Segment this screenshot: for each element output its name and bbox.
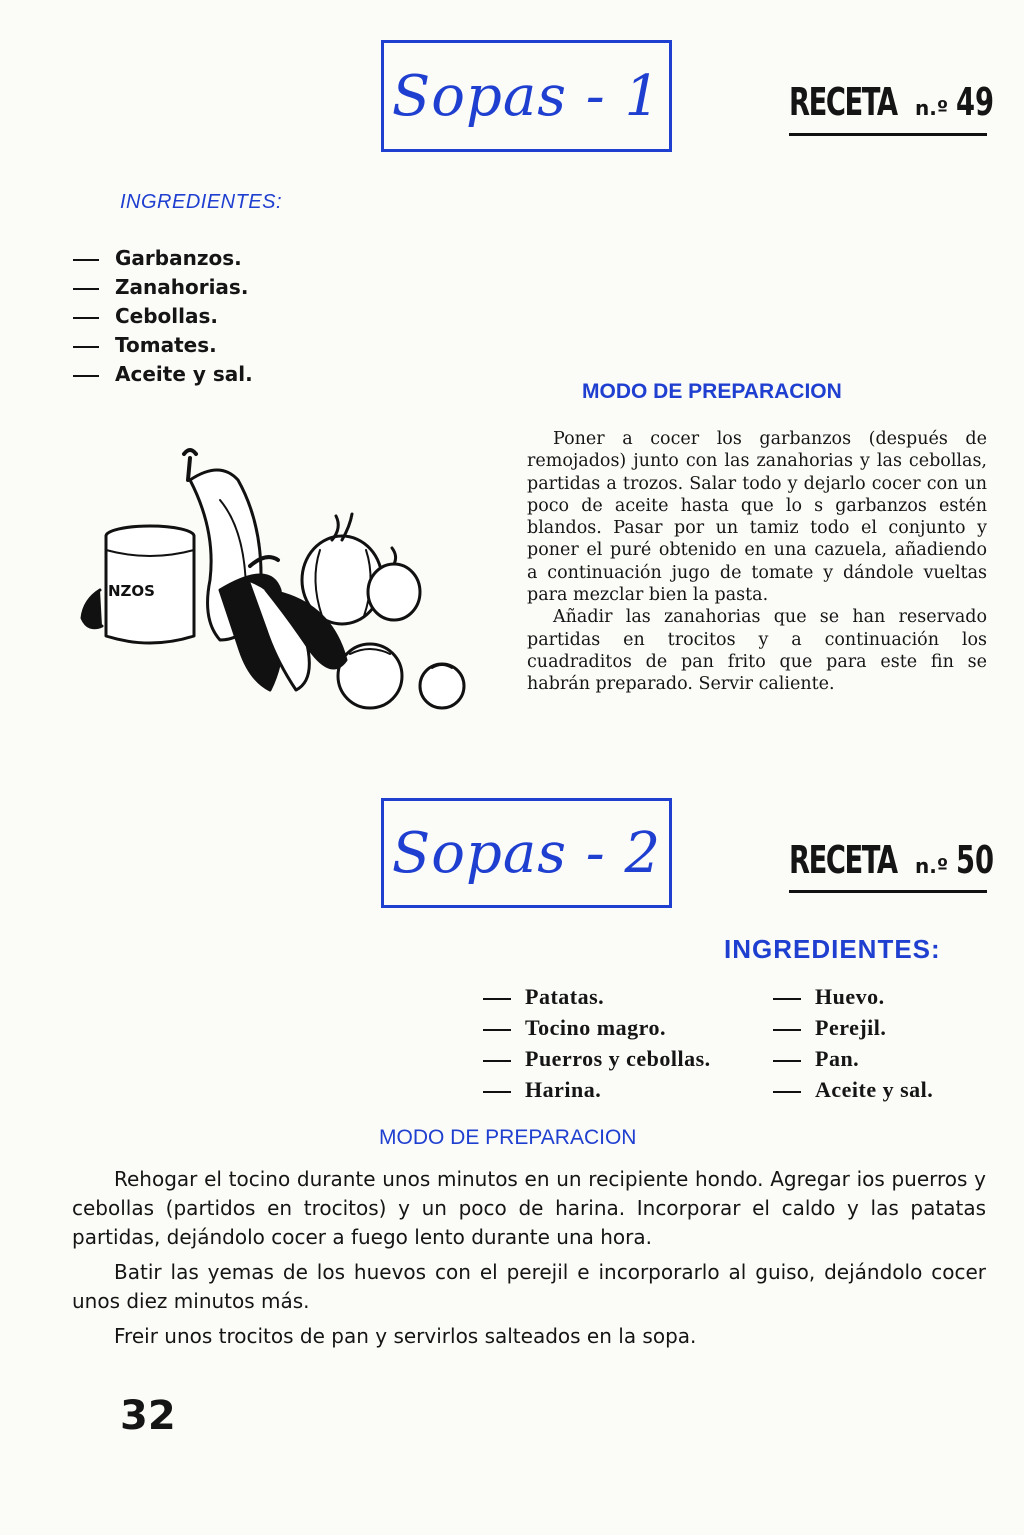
can-label: NZOS: [108, 582, 155, 600]
vegetables-illustration: [70, 440, 490, 720]
recipe1-preparation-heading: MODO DE PREPARACION: [582, 380, 842, 403]
recipe2-preparation-heading: MODO DE PREPARACION: [379, 1126, 637, 1149]
recipe2-ingredients-heading: INGREDIENTES:: [724, 934, 941, 964]
list-item: Huevo.: [773, 981, 933, 1012]
recipe2-preparation: [72, 1165, 986, 1357]
recipe1-receta-label: RECETA: [789, 80, 897, 124]
page-number: 32: [120, 1393, 176, 1439]
paragraph: Poner a cocer los garbanzos (después de remojados) junto con las zanahorias y las cebollas, partidas a trozos. Salar todo y dejarlo cocer con un poco de aceite hasta que lo s garbanzos estén blandos. Pasar por un tamiz todo el conjunto y poner el puré obtenido en una cazuela, añadiendo a continuación jugo de tomate y dándole vueltas para mezclar bien la pasta.: [527, 429, 987, 606]
recipe1-receta-number: 49: [956, 80, 995, 124]
paragraph: Rehogar el tocino durante unos minutos en un recipiente hondo. Agregar ios puerros y cebollas (partidos en trocitos) y un poco de harina. Incorporar el caldo y las patatas partidas, dejándolo cocer a fuego lento durante una hora.: [72, 1167, 986, 1249]
paragraph: Freir unos trocitos de pan y servirlos salteados en la sopa.: [114, 1324, 697, 1348]
recipe1-ingredients-heading: INGREDIENTES:: [120, 191, 283, 213]
recipe1-receta-no: n.º: [915, 96, 949, 120]
list-item: Tomates.: [73, 331, 253, 360]
recipe2-receta-label: RECETA: [789, 838, 897, 882]
recipe1-receta-header: [789, 80, 1009, 124]
list-item: Puerros y cebollas.: [483, 1043, 711, 1074]
paragraph: Batir las yemas de los huevos con el perejil e incorporarlo al guiso, dejándolo cocer unos diez minutos más.: [72, 1260, 986, 1313]
list-item: Cebollas.: [73, 302, 253, 331]
recipe2-ingredient-list-left: [483, 981, 711, 1105]
recipe2-receta-header: [789, 838, 1009, 882]
recipe1-title-box: [381, 40, 672, 152]
recipe1-preparation: [527, 428, 987, 696]
list-item: Aceite y sal.: [73, 360, 253, 389]
recipe2-title: Sopas - 2: [391, 820, 662, 886]
recipe2-ingredient-list-right: [773, 981, 933, 1105]
list-item: Harina.: [483, 1074, 711, 1105]
recipe2-receta-rule: [789, 890, 987, 893]
recipe2-receta-number: 50: [956, 838, 995, 882]
recipe2-receta-no: n.º: [915, 854, 949, 878]
list-item: Zanahorias.: [73, 273, 253, 302]
paragraph: Añadir las zanahorias que se han reservado partidas en trocitos y a continuación los cuadraditos de pan frito que para este fin se habrán preparado. Servir caliente.: [527, 607, 987, 695]
list-item: Garbanzos.: [73, 244, 253, 273]
list-item: Tocino magro.: [483, 1012, 711, 1043]
list-item: Patatas.: [483, 981, 711, 1012]
list-item: Pan.: [773, 1043, 933, 1074]
recipe2-title-box: [381, 798, 672, 908]
recipe1-receta-rule: [789, 133, 987, 136]
list-item: Aceite y sal.: [773, 1074, 933, 1105]
list-item: Perejil.: [773, 1012, 933, 1043]
recipe1-title: Sopas - 1: [391, 63, 662, 129]
recipe1-ingredient-list: [73, 244, 253, 389]
